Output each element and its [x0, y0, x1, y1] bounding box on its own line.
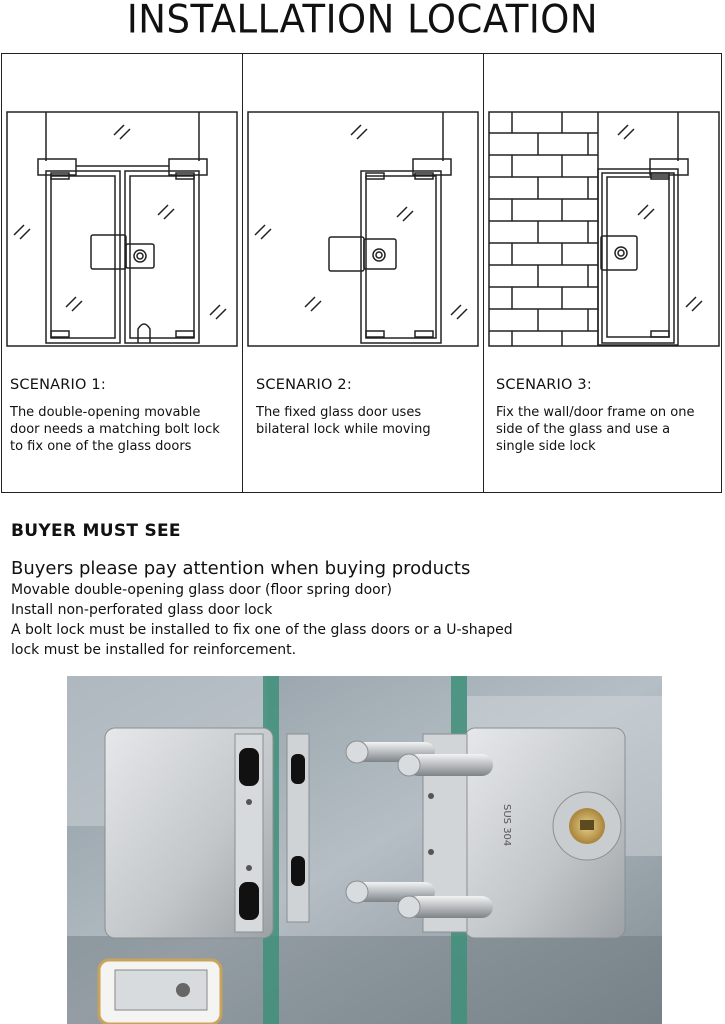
glass-door-lock-illustration [67, 676, 662, 1024]
scenario-1-title: SCENARIO 1: [10, 377, 106, 393]
product-photo [67, 676, 662, 1024]
text-line: door needs a matching bolt lock [10, 422, 220, 437]
text-line: bilateral lock while moving [256, 422, 431, 437]
page-title: INSTALLATION LOCATION [126, 0, 599, 43]
scenario-1-text [10, 404, 230, 455]
text-line: side of the glass and use a [496, 422, 671, 437]
scenario-2-text [256, 404, 476, 438]
scenario-3-text [496, 404, 716, 455]
double-door-diagram [6, 111, 238, 347]
text-line: single side lock [496, 439, 596, 454]
steel-stamp: SUS 304 [501, 804, 512, 847]
scenario-2-panel [242, 54, 483, 492]
text-line: The double-opening movable [10, 405, 201, 420]
buyer-note: Install non-perforated glass door lock [11, 602, 273, 618]
text-line: Fix the wall/door frame on one [496, 405, 695, 420]
scenario-1-panel [2, 54, 242, 492]
scenario-3-title: SCENARIO 3: [496, 377, 592, 393]
wall-door-diagram [488, 111, 720, 347]
scenario-3-panel [483, 54, 721, 492]
fixed-glass-door-diagram [247, 111, 479, 347]
scenario-2-title: SCENARIO 2: [256, 377, 352, 393]
buyer-note: lock must be installed for reinforcement. [11, 642, 297, 658]
buyer-note: Movable double-opening glass door (floor spring door) [11, 582, 392, 598]
text-line: The fixed glass door uses [256, 405, 422, 420]
text-line: to fix one of the glass doors [10, 439, 192, 454]
buyer-section-title: BUYER MUST SEE [11, 521, 181, 541]
scenario-grid [1, 53, 722, 493]
buyer-note: A bolt lock must be installed to fix one of the glass doors or a U-shaped [11, 622, 513, 638]
buyer-subtitle: Buyers please pay attention when buying products [11, 558, 471, 579]
